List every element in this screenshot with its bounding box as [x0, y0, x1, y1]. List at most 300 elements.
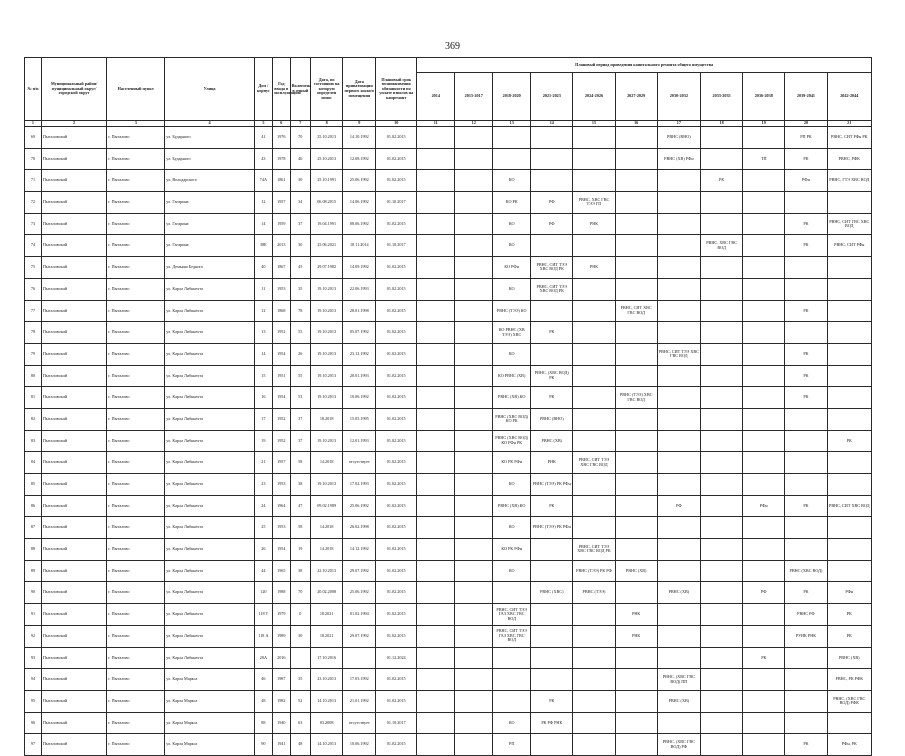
- cell-period-works: РК: [785, 213, 827, 235]
- cell-year-built: 1957: [272, 452, 290, 474]
- cell-period-works: [700, 343, 742, 365]
- row-number: 94: [25, 669, 42, 691]
- cell-date-emergency: 29.07.1982: [310, 257, 343, 279]
- table-row: [25, 257, 872, 279]
- cell-settlement: г. Пыталово: [107, 712, 165, 734]
- cell-municipality: Пыталовский: [41, 734, 106, 756]
- cell-year-built: 1940: [272, 712, 290, 734]
- cell-deadline: 01.02.2015: [376, 582, 417, 604]
- cell-period-works: [657, 170, 700, 192]
- cell-period-works: [700, 213, 742, 235]
- cell-street: ул. Гагарина: [165, 235, 255, 257]
- cell-period-works: [743, 235, 785, 257]
- cell-period-works: [531, 148, 573, 170]
- cell-period-works: [531, 734, 573, 756]
- cell-settlement: г. Пыталово: [107, 192, 165, 214]
- cell-house: 16: [254, 387, 272, 409]
- cell-street: ул. Карла Либкнехта: [165, 625, 255, 647]
- cell-entry-index: 19: [290, 539, 310, 561]
- cell-settlement: г. Пыталово: [107, 148, 165, 170]
- cell-period-works: [743, 712, 785, 734]
- cell-year-built: 1951: [272, 365, 290, 387]
- cell-period-works: [743, 539, 785, 561]
- cell-period-works: [743, 625, 785, 647]
- cell-house: 20А: [254, 647, 272, 669]
- cell-period-works: РВНС (ХВ): [657, 690, 700, 712]
- cell-period-works: [417, 604, 455, 626]
- cell-period-works: [573, 734, 615, 756]
- cell-period-works: КО РВНС (ХВ): [493, 365, 531, 387]
- cell-period-works: РФ: [531, 192, 573, 214]
- cell-house: 118 А: [254, 625, 272, 647]
- cell-entry-index: 47: [290, 495, 310, 517]
- cell-period-works: [531, 170, 573, 192]
- cell-period-works: [417, 582, 455, 604]
- cell-period-works: [743, 322, 785, 344]
- cell-date-privatization: 12.01.1993: [343, 430, 376, 452]
- table-row: [25, 669, 872, 691]
- cell-period-works: РП РК: [785, 127, 827, 149]
- cell-period-works: РК: [531, 495, 573, 517]
- column-number: 17: [657, 121, 700, 127]
- cell-date-emergency: 18.2021: [310, 625, 343, 647]
- cell-period-works: РВНС (ТЭЭ) РК РФн: [531, 517, 573, 539]
- cell-settlement: г. Пыталово: [107, 625, 165, 647]
- cell-municipality: Пыталовский: [41, 430, 106, 452]
- cell-period-works: [657, 625, 700, 647]
- cell-entry-index: 38: [290, 474, 310, 496]
- cell-period-works: [417, 647, 455, 669]
- cell-period-works: [657, 322, 700, 344]
- cell-date-emergency: 22.10.2013: [310, 560, 343, 582]
- cell-period-works: КО РФн: [493, 257, 531, 279]
- header-period: 2021-2023: [531, 73, 573, 121]
- cell-period-works: [615, 365, 657, 387]
- cell-house: 48: [254, 690, 272, 712]
- cell-period-works: [531, 647, 573, 669]
- cell-deadline: 01.02.2015: [376, 127, 417, 149]
- cell-entry-index: [290, 647, 310, 669]
- header-period: 2027-2029: [615, 73, 657, 121]
- cell-period-works: [657, 257, 700, 279]
- cell-house: 23: [254, 474, 272, 496]
- cell-period-works: РВНС, (ХВС ГВС ВОД) РФ: [657, 734, 700, 756]
- cell-settlement: г. Пыталово: [107, 322, 165, 344]
- cell-period-works: [657, 278, 700, 300]
- cell-period-works: [743, 604, 785, 626]
- cell-period-works: [455, 300, 493, 322]
- cell-period-works: [657, 604, 700, 626]
- cell-period-works: [700, 604, 742, 626]
- cell-period-works: [700, 430, 742, 452]
- cell-period-works: [417, 517, 455, 539]
- table-row: [25, 452, 872, 474]
- cell-municipality: Пыталовский: [41, 647, 106, 669]
- cell-deadline: 01.02.2015: [376, 625, 417, 647]
- cell-period-works: ТП: [743, 148, 785, 170]
- cell-period-works: РК: [531, 690, 573, 712]
- cell-period-works: [827, 387, 871, 409]
- cell-municipality: Пыталовский: [41, 539, 106, 561]
- cell-period-works: [417, 452, 455, 474]
- cell-street: ул. Карла Либкнехта: [165, 300, 255, 322]
- cell-period-works: [455, 560, 493, 582]
- cell-period-works: [743, 257, 785, 279]
- cell-period-works: [417, 560, 455, 582]
- cell-municipality: Пыталовский: [41, 474, 106, 496]
- cell-deadline: 01.02.2015: [376, 213, 417, 235]
- cell-settlement: г. Пыталово: [107, 452, 165, 474]
- cell-house: 11: [254, 278, 272, 300]
- cell-period-works: [615, 474, 657, 496]
- cell-date-emergency: 14.2018: [310, 452, 343, 474]
- cell-period-works: КО РК: [493, 192, 531, 214]
- cell-period-works: [700, 539, 742, 561]
- cell-municipality: Пыталовский: [41, 148, 106, 170]
- cell-period-works: [417, 430, 455, 452]
- cell-municipality: Пыталовский: [41, 387, 106, 409]
- cell-year-built: 1989: [272, 625, 290, 647]
- cell-deadline: 01.02.2015: [376, 343, 417, 365]
- row-number: 88: [25, 539, 42, 561]
- cell-period-works: [573, 387, 615, 409]
- cell-period-works: [615, 647, 657, 669]
- cell-period-works: [455, 517, 493, 539]
- cell-period-works: [827, 322, 871, 344]
- cell-date-privatization: 22.06.1993: [343, 278, 376, 300]
- cell-period-works: [700, 322, 742, 344]
- cell-period-works: [700, 408, 742, 430]
- cell-year-built: 1976: [272, 127, 290, 149]
- cell-period-works: [455, 669, 493, 691]
- cell-period-works: [455, 343, 493, 365]
- cell-date-emergency: 19.04.1991: [310, 213, 343, 235]
- column-number: 18: [700, 121, 742, 127]
- cell-period-works: [455, 387, 493, 409]
- cell-entry-index: 70: [290, 582, 310, 604]
- cell-period-works: РВНС, РФК: [827, 148, 871, 170]
- cell-municipality: Пыталовский: [41, 322, 106, 344]
- cell-street: ул. Карла Либкнехта: [165, 365, 255, 387]
- cell-house: 88: [254, 712, 272, 734]
- cell-house: 120: [254, 582, 272, 604]
- cell-period-works: [573, 604, 615, 626]
- cell-municipality: Пыталовский: [41, 560, 106, 582]
- cell-period-works: [827, 712, 871, 734]
- cell-house: 21: [254, 452, 272, 474]
- header-date-emergency: Дата, по состоянию на которую определен износ: [310, 58, 343, 121]
- cell-house: 41: [254, 127, 272, 149]
- cell-deadline: 01.10.2017: [376, 192, 417, 214]
- cell-period-works: [417, 148, 455, 170]
- cell-municipality: Пыталовский: [41, 343, 106, 365]
- column-number: 16: [615, 121, 657, 127]
- cell-period-works: [785, 278, 827, 300]
- cell-period-works: [743, 690, 785, 712]
- row-number: 87: [25, 517, 42, 539]
- row-number: 70: [25, 148, 42, 170]
- cell-period-works: КО: [493, 170, 531, 192]
- cell-period-works: [785, 517, 827, 539]
- cell-period-works: [700, 560, 742, 582]
- cell-date-privatization: отсутствует: [343, 452, 376, 474]
- cell-period-works: [743, 127, 785, 149]
- cell-period-works: [455, 712, 493, 734]
- cell-period-works: [615, 257, 657, 279]
- column-number: 5: [254, 121, 272, 127]
- column-number: 10: [376, 121, 417, 127]
- cell-deadline: 01.02.2015: [376, 365, 417, 387]
- cell-period-works: РФн, РК: [827, 734, 871, 756]
- cell-period-works: [417, 474, 455, 496]
- header-house: Дом / корпус: [254, 58, 272, 121]
- cell-period-works: КО: [493, 278, 531, 300]
- cell-year-built: 1868: [272, 300, 290, 322]
- column-number: 9: [343, 121, 376, 127]
- row-number: 84: [25, 452, 42, 474]
- cell-period-works: [573, 300, 615, 322]
- cell-period-works: [827, 452, 871, 474]
- cell-street: ул. Карла Либкнехта: [165, 343, 255, 365]
- cell-deadline: 01.02.2015: [376, 452, 417, 474]
- cell-period-works: РВНС, СИТ ТЭЭ ГАЗ ХВС ГВС ВОД: [493, 625, 531, 647]
- cell-period-works: [615, 278, 657, 300]
- cell-deadline: 01.02.2015: [376, 430, 417, 452]
- cell-entry-index: 37: [290, 408, 310, 430]
- cell-settlement: г. Пыталово: [107, 669, 165, 691]
- cell-period-works: РК: [785, 582, 827, 604]
- cell-period-works: РВНС (ХВ) РФн: [657, 148, 700, 170]
- cell-period-works: [700, 712, 742, 734]
- cell-period-works: РФн: [743, 495, 785, 517]
- cell-house: 26: [254, 539, 272, 561]
- cell-date-privatization: 29.07.1992: [343, 560, 376, 582]
- cell-date-emergency: 19.10.2013: [310, 430, 343, 452]
- table-row: [25, 495, 872, 517]
- table-row: [25, 647, 872, 669]
- table-row: [25, 474, 872, 496]
- cell-period-works: РВНС (ХВС ВОД): [785, 560, 827, 582]
- cell-period-works: [615, 170, 657, 192]
- cell-entry-index: 70: [290, 127, 310, 149]
- cell-house: 40: [254, 257, 272, 279]
- cell-date-privatization: 25.06.1992: [343, 170, 376, 192]
- cell-date-privatization: 05.07.1992: [343, 322, 376, 344]
- cell-period-works: КО: [493, 474, 531, 496]
- cell-house: 38Е: [254, 235, 272, 257]
- cell-house: 24: [254, 495, 272, 517]
- column-number: 6: [272, 121, 290, 127]
- cell-house: 13: [254, 322, 272, 344]
- cell-period-works: РВНС, РК РФК: [827, 669, 871, 691]
- cell-entry-index: 37: [290, 430, 310, 452]
- cell-period-works: [455, 278, 493, 300]
- cell-period-works: [700, 690, 742, 712]
- cell-municipality: Пыталовский: [41, 625, 106, 647]
- cell-period-works: [743, 408, 785, 430]
- header-num: № п/п: [25, 58, 42, 121]
- cell-settlement: г. Пыталово: [107, 387, 165, 409]
- cell-deadline: 01.02.2015: [376, 387, 417, 409]
- table-row: [25, 387, 872, 409]
- cell-settlement: г. Пыталово: [107, 408, 165, 430]
- table-row: [25, 712, 872, 734]
- row-number: 92: [25, 625, 42, 647]
- cell-period-works: [455, 257, 493, 279]
- cell-period-works: [455, 647, 493, 669]
- cell-entry-index: 0: [290, 604, 310, 626]
- cell-period-works: [455, 148, 493, 170]
- cell-period-works: [573, 365, 615, 387]
- cell-period-works: РВНС, ГТЭ ХВС ВОД: [827, 170, 871, 192]
- cell-date-emergency: 25.10.2013: [310, 127, 343, 149]
- cell-period-works: РФ: [657, 495, 700, 517]
- cell-deadline: 01.02.2015: [376, 495, 417, 517]
- column-number: 11: [417, 121, 455, 127]
- cell-settlement: г. Пыталово: [107, 539, 165, 561]
- cell-year-built: 1979: [272, 604, 290, 626]
- cell-period-works: [531, 625, 573, 647]
- header-settlement: Населенный пункт: [107, 58, 165, 121]
- cell-period-works: [700, 278, 742, 300]
- cell-year-built: 1953: [272, 474, 290, 496]
- cell-period-works: [573, 148, 615, 170]
- cell-period-works: РНК: [573, 257, 615, 279]
- cell-year-built: 1954: [272, 539, 290, 561]
- cell-municipality: Пыталовский: [41, 192, 106, 214]
- cell-period-works: [700, 127, 742, 149]
- cell-date-emergency: 18.2018: [310, 408, 343, 430]
- cell-entry-index: 26: [290, 343, 310, 365]
- cell-period-works: [615, 235, 657, 257]
- cell-settlement: г. Пыталово: [107, 474, 165, 496]
- cell-year-built: 1941: [272, 734, 290, 756]
- cell-date-privatization: 29.07.1992: [343, 625, 376, 647]
- cell-period-works: [785, 430, 827, 452]
- cell-period-works: [531, 343, 573, 365]
- cell-settlement: г. Пыталово: [107, 517, 165, 539]
- cell-period-works: РУНК РНК: [785, 625, 827, 647]
- cell-date-emergency: 19.10.2013: [310, 387, 343, 409]
- cell-settlement: г. Пыталово: [107, 213, 165, 235]
- cell-period-works: [700, 192, 742, 214]
- cell-period-works: [455, 408, 493, 430]
- cell-period-works: [455, 192, 493, 214]
- cell-year-built: 2013: [272, 235, 290, 257]
- cell-date-privatization: 25.06.1992: [343, 582, 376, 604]
- cell-period-works: [700, 257, 742, 279]
- row-number: 71: [25, 170, 42, 192]
- cell-entry-index: 45: [290, 257, 310, 279]
- cell-period-works: РК: [785, 495, 827, 517]
- cell-period-works: РВНС, СИТ ТЭЭ ГАЗ ХВС ГВС ВОД: [493, 604, 531, 626]
- cell-year-built: 1982: [272, 690, 290, 712]
- cell-period-works: РВНС (ВНО): [531, 408, 573, 430]
- cell-period-works: [573, 647, 615, 669]
- cell-street: ул. Карла Маркса: [165, 669, 255, 691]
- cell-period-works: РНК: [531, 452, 573, 474]
- cell-period-works: [455, 452, 493, 474]
- cell-period-works: [657, 213, 700, 235]
- cell-period-works: [657, 387, 700, 409]
- cell-period-works: РВНС (ТЭЭ) РК РФн: [531, 474, 573, 496]
- header-period: 2018-2020: [493, 73, 531, 121]
- cell-period-works: [700, 517, 742, 539]
- cell-period-works: РВНС, СИТ ТЭЭ ХВС ВОД РК: [531, 257, 573, 279]
- cell-period-works: РВНС (ХВ) КО: [493, 495, 531, 517]
- cell-date-privatization: 20.01.1993: [343, 365, 376, 387]
- cell-entry-index: 78: [290, 300, 310, 322]
- cell-period-works: РК: [743, 647, 785, 669]
- cell-period-works: РВНС, (ХВС ГВС ВОД) РФК: [827, 690, 871, 712]
- cell-house: 12: [254, 192, 272, 214]
- cell-period-works: [827, 278, 871, 300]
- cell-deadline: 01.02.2015: [376, 474, 417, 496]
- cell-year-built: 1987: [272, 669, 290, 691]
- cell-street: ул. Карла Либкнехта: [165, 560, 255, 582]
- cell-period-works: [573, 235, 615, 257]
- cell-period-works: [531, 539, 573, 561]
- header-municipality: Муниципальный район/ муниципальный округ/ городской округ: [41, 58, 106, 121]
- cell-period-works: РК: [785, 148, 827, 170]
- table-row: [25, 517, 872, 539]
- cell-deadline: 01.02.2015: [376, 257, 417, 279]
- cell-municipality: Пыталовский: [41, 278, 106, 300]
- cell-entry-index: 30: [290, 625, 310, 647]
- cell-street: ул. Карла Маркса: [165, 734, 255, 756]
- cell-entry-index: 58: [290, 452, 310, 474]
- row-number: 86: [25, 495, 42, 517]
- cell-street: ул. Карла Маркса: [165, 712, 255, 734]
- cell-period-works: [700, 495, 742, 517]
- cell-period-works: РК: [785, 365, 827, 387]
- cell-period-works: [573, 625, 615, 647]
- cell-period-works: РК: [531, 322, 573, 344]
- cell-period-works: [743, 170, 785, 192]
- row-number: 97: [25, 734, 42, 756]
- cell-municipality: Пыталовский: [41, 300, 106, 322]
- row-number: 93: [25, 647, 42, 669]
- header-period-group: Плановый период проведения капитального ремонта общего имущества: [417, 58, 872, 73]
- cell-house: 46: [254, 669, 272, 691]
- cell-period-works: [785, 690, 827, 712]
- cell-period-works: [657, 192, 700, 214]
- cell-period-works: [615, 148, 657, 170]
- cell-settlement: г. Пыталово: [107, 365, 165, 387]
- row-number: 77: [25, 300, 42, 322]
- cell-municipality: Пыталовский: [41, 170, 106, 192]
- cell-period-works: РК: [827, 625, 871, 647]
- cell-street: ул. Карла Либкнехта: [165, 278, 255, 300]
- cell-year-built: 1954: [272, 387, 290, 409]
- cell-date-privatization: 14.10.1992: [343, 127, 376, 149]
- row-number: 90: [25, 582, 42, 604]
- row-number: 89: [25, 560, 42, 582]
- cell-date-privatization: 23.12.1992: [343, 343, 376, 365]
- row-number: 69: [25, 127, 42, 149]
- cell-period-works: [785, 539, 827, 561]
- cell-period-works: [455, 625, 493, 647]
- cell-deadline: 01.10.2017: [376, 712, 417, 734]
- cell-period-works: [700, 452, 742, 474]
- cell-entry-index: 30: [290, 235, 310, 257]
- cell-period-works: [417, 495, 455, 517]
- cell-period-works: КО: [493, 213, 531, 235]
- header-period: 2030-2032: [657, 73, 700, 121]
- cell-street: ул. Бударного: [165, 127, 255, 149]
- row-number: 96: [25, 712, 42, 734]
- cell-period-works: [417, 734, 455, 756]
